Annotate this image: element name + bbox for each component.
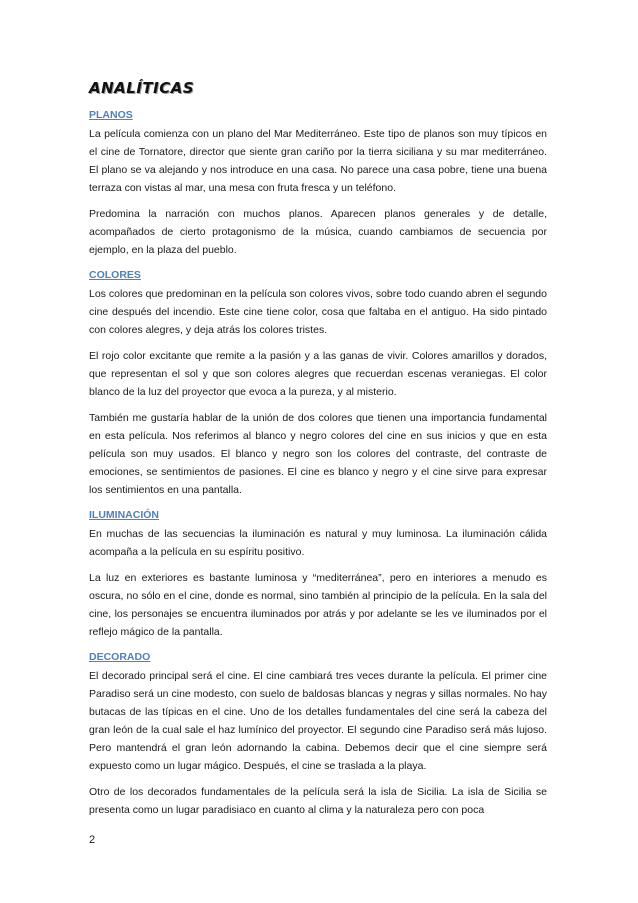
- section-planos: [89, 107, 547, 259]
- section-heading-planos: PLANOS: [89, 109, 133, 121]
- paragraph: También me gustaría hablar de la unión de dos colores que tienen una importancia fundamental en esta película. Nos referimos al blanco y negro colores del cine en sus inicios y que en esta película son muy usados. El blanco y negro son los colores del contraste, del contraste de emociones, se sentimientos de pasiones. El cine es blanco y negro y el cine sirve para expresar los sentimientos en una pantalla.: [89, 412, 547, 496]
- section-colores: [89, 267, 547, 499]
- section-iluminacion: [89, 507, 547, 641]
- section-decorado: [89, 649, 547, 819]
- paragraph: Los colores que predominan en la película son colores vivos, sobre todo cuando abren el segundo cine después del incendio. Este cine tiene color, cosa que faltaba en el antiguo. Ha sido pintado con colores alegres, y deja atrás los colores tristes.: [89, 288, 547, 336]
- paragraph: Otro de los decorados fundamentales de la película será la isla de Sicilia. La isla de Sicilia se presenta como un lugar paradisiaco en cuanto al clima y la naturaleza pero con poca: [89, 786, 547, 816]
- paragraph: El rojo color excitante que remite a la pasión y a las ganas de vivir. Colores amarillos y dorados, que representan el sol y que son colores alegres que recuerdan escenas veraniegas. El color blanco de la luz del proyector que evoca a la pureza, y al misterio.: [89, 350, 547, 398]
- section-heading-colores: COLORES: [89, 269, 141, 281]
- paragraph: Predomina la narración con muchos planos. Aparecen planos generales y de detalle, acompañados de cierto protagonismo de la música, cuando cambiamos de secuencia por ejemplo, en la plaza del pueblo.: [89, 208, 547, 256]
- document-page: [89, 78, 547, 827]
- document-title: ANALÍTICAS: [89, 79, 195, 97]
- page-number: 2: [89, 834, 96, 846]
- section-heading-iluminacion: ILUMINACIÓN: [89, 509, 159, 521]
- paragraph: La luz en exteriores es bastante luminosa y “mediterránea”, pero en interiores a menudo es oscura, no sólo en el cine, donde es normal, sino también al principio de la película. En la sala del cine, los personajes se encuentra iluminados por atrás y por adelante se les ve iluminados por el reflejo mágico de la pantalla.: [89, 572, 547, 638]
- paragraph: El decorado principal será el cine. El cine cambiará tres veces durante la película. El primer cine Paradiso será un cine modesto, con suelo de baldosas blancas y negras y sillas normales. No hay butacas de las típicas en el cine. Uno de los detalles fundamentales del cine será la cabeza del gran león de la cual sale el haz lumínico del proyector. El segundo cine Paradiso será más lujoso. Pero mantendrá el gran león adornando la cabina. Debemos decir que el cine siempre será expuesto como un lugar mágico. Después, el cine se traslada a la playa.: [89, 670, 547, 772]
- paragraph: En muchas de las secuencias la iluminación es natural y muy luminosa. La iluminación cálida acompaña a la película en su espíritu positivo.: [89, 528, 547, 558]
- section-heading-decorado: DECORADO: [89, 651, 151, 663]
- paragraph: La película comienza con un plano del Mar Mediterráneo. Este tipo de planos son muy típicos en el cine de Tornatore, director que siente gran cariño por la tierra siciliana y su mar mediterráneo. El plano se va alejando y nos introduce en una casa. No parece una casa pobre, tiene una buena terraza con vistas al mar, una mesa con fruta fresca y un teléfono.: [89, 128, 547, 194]
